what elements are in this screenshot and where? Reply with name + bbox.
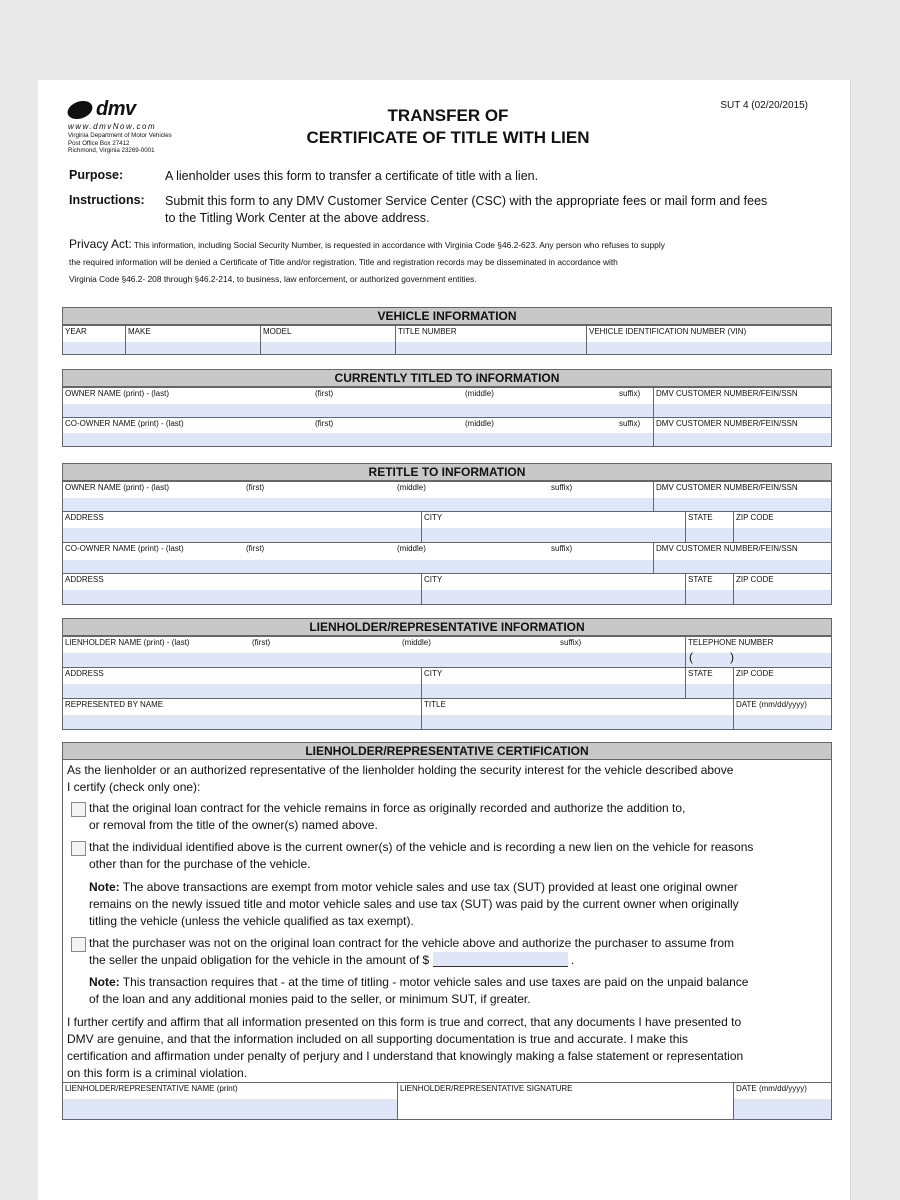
certification-section	[62, 742, 832, 1120]
form-title: TRANSFER OF CERTIFICATE OF TITLE WITH LIEN	[306, 106, 590, 147]
title-number-field[interactable]: TITLE NUMBER	[395, 326, 586, 354]
purpose-text: A lienholder uses this form to transfer a certificate of title with a lien.	[165, 169, 539, 183]
certification-body: As the lienholder or an authorized representative of the lienholder holding the security interest for the vehicle described above I certify (check only one): that the original loan contract for the vehicle remains in force as originally recorded and authorize the addition to, or removal from the title of the owner(s) named above. that the individual identified above is the current owner(s) of the vehicle and is recording a new lien on the vehicle for reasons other than for the purchase of the vehicle. Note: The above transactions are exempt from motor vehicle sales and use tax (SUT) provided at least one original owner remains on the newly issued title and motor vehicle sales and use tax (SUT) was paid by the current owner when originally titling the vehicle (unless the vehicle qualified as tax exempt). that the purchaser was not on the original loan contract for the vehicle above and authorize the purchaser to assume from the seller the unpaid obligation for the vehicle in the amount of $ . Note: This transaction requires that - at the time of titling - motor vehicle sales and use taxes are paid on the unpaid balance of the loan and any additional monies paid to the seller, or minimum SUT, if greater. I further certify and affirm that all information presented on this form is true and correct, that any documents I have presented to DMV are genuine, and that the information included on all supporting documentation is true and accurate. I make this certification and affirmation under penalty of perjury and I understand that knowingly making a false statement or representation on this form is a criminal violation.	[63, 760, 831, 1082]
lienholder-state-field[interactable]: STATE	[685, 668, 733, 698]
form-number: SUT 4 (02/20/2015)	[720, 100, 808, 111]
year-field[interactable]: YEAR	[63, 326, 125, 354]
model-field[interactable]: MODEL	[260, 326, 395, 354]
retitle-coowner-city-field[interactable]: CITY	[421, 574, 685, 604]
titled-section	[62, 369, 832, 447]
note-exempt: Note: The above transactions are exempt from motor vehicle sales and use tax (SUT) provided at least one original owner remains on the newly issued title and motor vehicle sales and use tax (SUT) was paid by the current owner when originally titling the vehicle (unless the vehicle qualified as tax exempt).	[89, 880, 739, 928]
retitle-owner-name-field[interactable]: OWNER NAME (print) - (last) (first) (middle) suffix)	[63, 482, 653, 511]
instructions-text: Submit this form to any DMV Customer Service Center (CSC) with the appropriate fees or mail form and fees to the Titling Work Center at the above address.	[165, 194, 768, 225]
option-2-checkbox[interactable]	[71, 841, 86, 856]
logo-word: dmv	[96, 98, 136, 120]
retitle-coowner-state-field[interactable]: STATE	[685, 574, 733, 604]
privacy-label: Privacy Act:	[69, 237, 132, 251]
coowner-name-field[interactable]: CO-OWNER NAME (print) - (last) (first) (middle) suffix)	[63, 418, 653, 446]
dmv-swoosh-icon	[65, 101, 96, 119]
lienholder-zip-field[interactable]: ZIP CODE	[733, 668, 831, 698]
titled-heading: CURRENTLY TITLED TO INFORMATION	[63, 370, 831, 387]
option-3-checkbox[interactable]	[71, 937, 86, 952]
instructions-label: Instructions:	[69, 193, 145, 207]
vin-field[interactable]: VEHICLE IDENTIFICATION NUMBER (VIN)	[586, 326, 831, 354]
representative-title-field[interactable]: TITLE	[421, 699, 733, 729]
retitle-heading: RETITLE TO INFORMATION	[63, 464, 831, 481]
retitle-coowner-address-field[interactable]: ADDRESS	[63, 574, 421, 604]
retitle-owner-city-field[interactable]: CITY	[421, 512, 685, 542]
lienholder-telephone-field[interactable]: TELEPHONE NUMBER ( )	[685, 637, 831, 667]
lienholder-date-field[interactable]: DATE (mm/dd/yyyy)	[733, 699, 831, 729]
lienholder-section	[62, 618, 832, 730]
vehicle-heading: VEHICLE INFORMATION	[63, 308, 831, 325]
retitle-owner-state-field[interactable]: STATE	[685, 512, 733, 542]
vehicle-section	[62, 307, 832, 355]
coowner-dmv-number-field[interactable]: DMV CUSTOMER NUMBER/FEIN/SSN	[653, 418, 831, 446]
retitle-owner-dmv-number-field[interactable]: DMV CUSTOMER NUMBER/FEIN/SSN	[653, 482, 831, 511]
retitle-owner-address-field[interactable]: ADDRESS	[63, 512, 421, 542]
note-sut-required: Note: This transaction requires that - at the time of titling - motor vehicle sales and use taxes are paid on the unpaid balance of the loan and any additional monies paid to the seller, or minimum SUT, if greater.	[89, 975, 749, 1006]
purpose-label: Purpose:	[69, 168, 124, 182]
lienholder-city-field[interactable]: CITY	[421, 668, 685, 698]
signature-date-field[interactable]: DATE (mm/dd/yyyy)	[733, 1083, 831, 1119]
retitle-coowner-zip-field[interactable]: ZIP CODE	[733, 574, 831, 604]
option-1-checkbox[interactable]	[71, 802, 86, 817]
signature-field[interactable]: LIENHOLDER/REPRESENTATIVE SIGNATURE	[397, 1083, 733, 1119]
retitle-section	[62, 463, 832, 605]
affirmation-text: I further certify and affirm that all information presented on this form is true and correct, that any documents I have presented to DMV are genuine, and that the information included on all supporting documentation is true and accurate. I make this certification and affirmation under penalty of perjury and I understand that knowingly making a false statement or representation on this form is a criminal violation.	[67, 1015, 744, 1080]
retitle-coowner-name-field[interactable]: CO-OWNER NAME (print) - (last) (first) (middle) suffix)	[63, 543, 653, 573]
represented-by-field[interactable]: REPRESENTED BY NAME	[63, 699, 421, 729]
logo-url: www.dmvNow.com	[68, 122, 157, 131]
option-current-owner-new-lien: that the individual identified above is the current owner(s) of the vehicle and is recording a new lien on the vehicle for reasons other than for the purchase of the vehicle.	[67, 839, 827, 873]
signer-name-field[interactable]: LIENHOLDER/REPRESENTATIVE NAME (print)	[63, 1083, 397, 1119]
dmv-logo	[68, 98, 238, 155]
option-purchaser-assume: that the purchaser was not on the original loan contract for the vehicle above and authorize the purchaser to assume from the seller the unpaid obligation for the vehicle in the amount of $ .	[67, 935, 827, 969]
retitle-owner-zip-field[interactable]: ZIP CODE	[733, 512, 831, 542]
privacy-act: Privacy Act: This information, including Social Security Number, is requested in accordance with Virginia Code §46.2-623. Any person who refuses to supply the required information will be denied a Certificate of Title and/or registration. Title and registration records may be disseminated in accordance with Virginia Code §46.2- 208 through §46.2-214, to business, law enforcement, or authorized government entities.	[69, 237, 665, 284]
retitle-coowner-dmv-number-field[interactable]: DMV CUSTOMER NUMBER/FEIN/SSN	[653, 543, 831, 573]
option-remains-in-force: that the original loan contract for the vehicle remains in force as originally recorded and authorize the addition to, or removal from the title of the owner(s) named above.	[67, 800, 827, 834]
form-page	[38, 80, 851, 1200]
certification-heading: LIENHOLDER/REPRESENTATIVE CERTIFICATION	[63, 743, 831, 760]
owner-dmv-number-field[interactable]: DMV CUSTOMER NUMBER/FEIN/SSN	[653, 388, 831, 417]
make-field[interactable]: MAKE	[125, 326, 260, 354]
owner-name-field[interactable]: OWNER NAME (print) - (last) (first) (middle) suffix)	[63, 388, 653, 417]
lienholder-name-field[interactable]: LIENHOLDER NAME (print) - (last) (first) (middle) suffix)	[63, 637, 685, 667]
lienholder-heading: LIENHOLDER/REPRESENTATIVE INFORMATION	[63, 619, 831, 636]
lienholder-address-field[interactable]: ADDRESS	[63, 668, 421, 698]
logo-address: Virginia Department of Motor Vehicles Post Office Box 27412 Richmond, Virginia 23269-0001	[68, 132, 172, 155]
unpaid-amount-field[interactable]	[433, 952, 568, 967]
